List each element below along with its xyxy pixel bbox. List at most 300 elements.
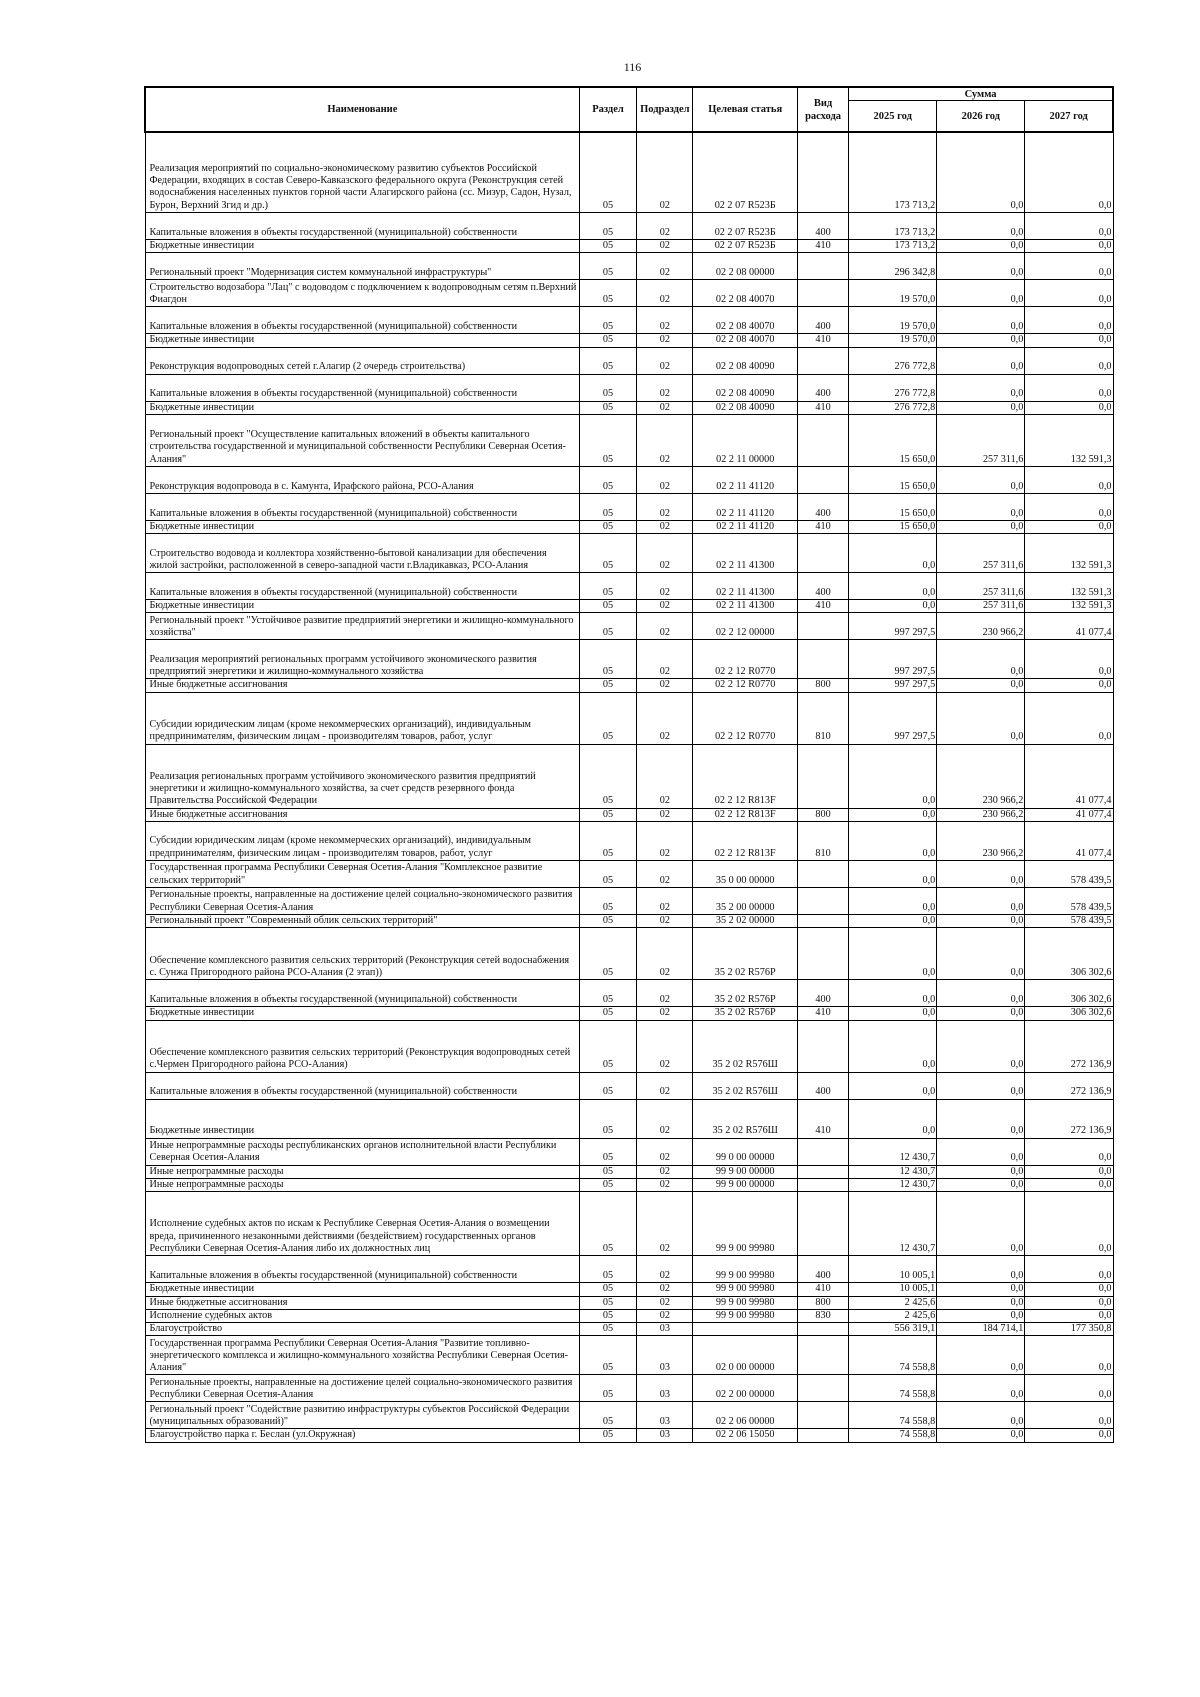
- table-row: [145, 808, 1113, 821]
- cell-2027: 0,0: [1025, 240, 1113, 253]
- cell-2027: 272 136,9: [1025, 1099, 1113, 1138]
- cell-subsection: 02: [637, 493, 693, 520]
- cell-target: 02 2 11 00000: [693, 414, 797, 466]
- cell-target: 02 2 06 15050: [693, 1429, 797, 1442]
- cell-name: Субсидии юридическим лицам (кроме некоммерческих организаций), индивидуальным предпринимателям, физическим лицам - производителям товаров, работ, услуг: [145, 692, 579, 744]
- cell-target: 02 2 06 00000: [693, 1402, 797, 1429]
- cell-2025: 15 650,0: [849, 493, 937, 520]
- cell-expense-type: [797, 1336, 848, 1375]
- cell-2027: 0,0: [1025, 334, 1113, 347]
- header-2026: 2026 год: [937, 101, 1025, 133]
- table-row: [145, 466, 1113, 493]
- cell-target: 02 2 08 40090: [693, 374, 797, 401]
- cell-2025: 15 650,0: [849, 414, 937, 466]
- header-sum: Сумма: [849, 87, 1113, 101]
- cell-target: 02 2 12 R813F: [693, 808, 797, 821]
- cell-expense-type: [797, 1020, 848, 1072]
- cell-name: Бюджетные инвестиции: [145, 1099, 579, 1138]
- cell-2025: 12 430,7: [849, 1178, 937, 1191]
- cell-name: Реконструкция водопроводных сетей г.Алагир (2 очередь строительства): [145, 347, 579, 374]
- cell-name: Иные бюджетные ассигнования: [145, 679, 579, 692]
- cell-target: 99 9 00 99980: [693, 1309, 797, 1322]
- cell-name: Реализация региональных программ устойчивого экономического развития предприятий энергетики и жилищно-коммунального хозяйства, за счет средств резервного фонда Правительства Российской Федерации: [145, 744, 579, 808]
- table-row: [145, 1192, 1113, 1256]
- cell-2026: 0,0: [937, 861, 1025, 888]
- header-2027: 2027 год: [1025, 101, 1113, 133]
- budget-table: [144, 86, 1114, 1443]
- page-number: 116: [623, 60, 642, 74]
- table-body: [145, 132, 1113, 1442]
- table-row: [145, 213, 1113, 240]
- cell-expense-type: 410: [797, 520, 848, 533]
- cell-expense-type: 810: [797, 822, 848, 861]
- cell-2027: 0,0: [1025, 1429, 1113, 1442]
- cell-2027: 0,0: [1025, 520, 1113, 533]
- table-row: [145, 600, 1113, 613]
- cell-expense-type: 400: [797, 213, 848, 240]
- cell-2025: 74 558,8: [849, 1402, 937, 1429]
- cell-expense-type: 800: [797, 808, 848, 821]
- cell-2027: 272 136,9: [1025, 1072, 1113, 1099]
- table-row: [145, 334, 1113, 347]
- cell-target: 02 2 12 R813F: [693, 744, 797, 808]
- cell-2026: 0,0: [937, 1020, 1025, 1072]
- cell-2027: 0,0: [1025, 280, 1113, 307]
- cell-target: 35 2 02 R576P: [693, 1007, 797, 1020]
- table-row: [145, 1072, 1113, 1099]
- table-row: [145, 534, 1113, 573]
- cell-section: 05: [579, 1429, 636, 1442]
- table-row: [145, 861, 1113, 888]
- cell-section: 05: [579, 132, 636, 213]
- cell-subsection: 02: [637, 692, 693, 744]
- table-row: [145, 1007, 1113, 1020]
- cell-2025: 2 425,6: [849, 1309, 937, 1322]
- cell-2025: 276 772,8: [849, 401, 937, 414]
- cell-subsection: 02: [637, 980, 693, 1007]
- cell-2027: 0,0: [1025, 692, 1113, 744]
- cell-target: 02 2 08 40070: [693, 334, 797, 347]
- cell-expense-type: 800: [797, 1296, 848, 1309]
- cell-subsection: 02: [637, 861, 693, 888]
- cell-2027: 578 439,5: [1025, 888, 1113, 915]
- cell-name: Исполнение судебных актов: [145, 1309, 579, 1322]
- table-row: [145, 1336, 1113, 1375]
- cell-2027: 0,0: [1025, 307, 1113, 334]
- cell-expense-type: [797, 1429, 848, 1442]
- cell-section: 05: [579, 1402, 636, 1429]
- cell-section: 05: [579, 347, 636, 374]
- cell-section: 05: [579, 600, 636, 613]
- cell-subsection: 02: [637, 132, 693, 213]
- cell-name: Реализация мероприятий региональных программ устойчивого экономического развития предприятий энергетики и жилищно-коммунального хозяйства: [145, 640, 579, 679]
- cell-section: 05: [579, 401, 636, 414]
- cell-2026: 0,0: [937, 692, 1025, 744]
- cell-2027: 0,0: [1025, 1309, 1113, 1322]
- cell-target: 02 2 08 40070: [693, 307, 797, 334]
- cell-subsection: 02: [637, 744, 693, 808]
- cell-subsection: 02: [637, 1165, 693, 1178]
- cell-target: 02 2 11 41120: [693, 520, 797, 533]
- cell-name: Обеспечение комплексного развития сельских территорий (Реконструкция водопроводных сетей с.Чермен Пригородного района РСО-Алания): [145, 1020, 579, 1072]
- cell-expense-type: 400: [797, 307, 848, 334]
- cell-2025: 0,0: [849, 928, 937, 980]
- cell-expense-type: 410: [797, 401, 848, 414]
- cell-section: 05: [579, 679, 636, 692]
- cell-2026: 0,0: [937, 679, 1025, 692]
- cell-2026: 0,0: [937, 928, 1025, 980]
- cell-target: 02 2 08 40070: [693, 280, 797, 307]
- cell-section: 05: [579, 253, 636, 280]
- cell-name: Реконструкция водопровода в с. Камунта, Ирафского района, РСО-Алания: [145, 466, 579, 493]
- header-subsection: Подраздел: [637, 87, 693, 132]
- cell-expense-type: 400: [797, 1256, 848, 1283]
- cell-name: Капитальные вложения в объекты государственной (муниципальной) собственности: [145, 374, 579, 401]
- cell-2026: 0,0: [937, 1165, 1025, 1178]
- cell-2025: 15 650,0: [849, 520, 937, 533]
- cell-section: 05: [579, 520, 636, 533]
- cell-2026: 230 966,2: [937, 744, 1025, 808]
- cell-expense-type: [797, 1138, 848, 1165]
- table-row: [145, 1309, 1113, 1322]
- cell-expense-type: [797, 466, 848, 493]
- cell-2025: 74 558,8: [849, 1336, 937, 1375]
- cell-section: 05: [579, 1192, 636, 1256]
- cell-2026: 0,0: [937, 1336, 1025, 1375]
- cell-target: 99 9 00 00000: [693, 1165, 797, 1178]
- cell-name: Региональный проект "Современный облик сельских территорий": [145, 915, 579, 928]
- table-row: [145, 744, 1113, 808]
- cell-name: Капитальные вложения в объекты государственной (муниципальной) собственности: [145, 1256, 579, 1283]
- cell-2025: 0,0: [849, 1099, 937, 1138]
- cell-name: Капитальные вложения в объекты государственной (муниципальной) собственности: [145, 307, 579, 334]
- cell-section: 05: [579, 240, 636, 253]
- cell-target: 35 2 02 00000: [693, 915, 797, 928]
- cell-name: Бюджетные инвестиции: [145, 401, 579, 414]
- cell-2026: 0,0: [937, 1099, 1025, 1138]
- cell-target: 02 2 11 41120: [693, 493, 797, 520]
- table-row: [145, 1429, 1113, 1442]
- cell-subsection: 02: [637, 347, 693, 374]
- cell-2026: 0,0: [937, 888, 1025, 915]
- cell-2025: 10 005,1: [849, 1256, 937, 1283]
- table-row: [145, 1256, 1113, 1283]
- table-row: [145, 132, 1113, 213]
- cell-2025: 0,0: [849, 1020, 937, 1072]
- cell-section: 05: [579, 1165, 636, 1178]
- cell-subsection: 02: [637, 280, 693, 307]
- table-row: [145, 692, 1113, 744]
- cell-expense-type: 410: [797, 1099, 848, 1138]
- cell-2025: 19 570,0: [849, 307, 937, 334]
- cell-expense-type: 410: [797, 334, 848, 347]
- cell-section: 05: [579, 613, 636, 640]
- table-row: [145, 1283, 1113, 1296]
- table-row: [145, 240, 1113, 253]
- cell-expense-type: 410: [797, 1007, 848, 1020]
- table-row: [145, 915, 1113, 928]
- cell-section: 05: [579, 1336, 636, 1375]
- table-row: [145, 307, 1113, 334]
- cell-name: Бюджетные инвестиции: [145, 240, 579, 253]
- cell-2026: 0,0: [937, 374, 1025, 401]
- header-name: Наименование: [145, 87, 579, 132]
- cell-expense-type: 400: [797, 374, 848, 401]
- cell-expense-type: [797, 613, 848, 640]
- cell-2026: 257 311,6: [937, 573, 1025, 600]
- cell-name: Капитальные вложения в объекты государственной (муниципальной) собственности: [145, 1072, 579, 1099]
- table-row: [145, 679, 1113, 692]
- cell-expense-type: 410: [797, 600, 848, 613]
- cell-2025: 0,0: [849, 888, 937, 915]
- cell-target: 02 2 12 R0770: [693, 679, 797, 692]
- table-row: [145, 347, 1113, 374]
- cell-section: 05: [579, 1323, 636, 1336]
- cell-2025: 997 297,5: [849, 613, 937, 640]
- cell-2027: 0,0: [1025, 1375, 1113, 1402]
- table-row: [145, 1165, 1113, 1178]
- cell-2026: 0,0: [937, 1178, 1025, 1191]
- cell-section: 05: [579, 1007, 636, 1020]
- cell-section: 05: [579, 928, 636, 980]
- cell-target: 35 2 02 R576P: [693, 928, 797, 980]
- cell-2025: 173 713,2: [849, 213, 937, 240]
- cell-target: 02 2 07 R523Б: [693, 213, 797, 240]
- cell-name: Иные бюджетные ассигнования: [145, 808, 579, 821]
- cell-2027: 0,0: [1025, 1256, 1113, 1283]
- table-row: [145, 1375, 1113, 1402]
- cell-name: Благоустройство парка г. Беслан (ул.Окружная): [145, 1429, 579, 1442]
- cell-2027: 0,0: [1025, 466, 1113, 493]
- cell-2027: 132 591,3: [1025, 573, 1113, 600]
- cell-target: 35 2 02 R576Ш: [693, 1020, 797, 1072]
- cell-expense-type: [797, 1165, 848, 1178]
- cell-2027: 0,0: [1025, 640, 1113, 679]
- cell-2025: 12 430,7: [849, 1192, 937, 1256]
- cell-2027: 0,0: [1025, 679, 1113, 692]
- cell-2025: 10 005,1: [849, 1283, 937, 1296]
- cell-subsection: 02: [637, 1072, 693, 1099]
- cell-2027: 0,0: [1025, 1402, 1113, 1429]
- cell-target: 99 9 00 00000: [693, 1178, 797, 1191]
- table-row: [145, 401, 1113, 414]
- cell-name: Региональный проект "Модернизация систем коммунальной инфраструктуры": [145, 253, 579, 280]
- table-row: [145, 280, 1113, 307]
- cell-name: Региональный проект "Осуществление капитальных вложений в объекты капитального строительства государственной и муниципальной собственности Республики Северная Осетия-Алания": [145, 414, 579, 466]
- cell-2025: 0,0: [849, 744, 937, 808]
- cell-expense-type: [797, 861, 848, 888]
- cell-2026: 230 966,2: [937, 613, 1025, 640]
- cell-subsection: 02: [637, 613, 693, 640]
- cell-2025: 0,0: [849, 808, 937, 821]
- cell-2025: 0,0: [849, 534, 937, 573]
- cell-expense-type: 410: [797, 240, 848, 253]
- cell-target: 99 9 00 99980: [693, 1296, 797, 1309]
- cell-target: 02 2 12 R813F: [693, 822, 797, 861]
- table-row: [145, 520, 1113, 533]
- cell-2026: 0,0: [937, 493, 1025, 520]
- cell-section: 05: [579, 414, 636, 466]
- cell-subsection: 02: [637, 307, 693, 334]
- cell-expense-type: [797, 744, 848, 808]
- cell-2025: 997 297,5: [849, 679, 937, 692]
- cell-target: 02 2 11 41300: [693, 600, 797, 613]
- header-section: Раздел: [579, 87, 636, 132]
- cell-target: 02 2 12 00000: [693, 613, 797, 640]
- cell-subsection: 02: [637, 1192, 693, 1256]
- cell-2025: 556 319,1: [849, 1323, 937, 1336]
- cell-2027: 578 439,5: [1025, 915, 1113, 928]
- cell-2027: 132 591,3: [1025, 414, 1113, 466]
- table-header: [145, 87, 1113, 132]
- cell-subsection: 03: [637, 1375, 693, 1402]
- cell-2026: 0,0: [937, 1429, 1025, 1442]
- table-row: [145, 980, 1113, 1007]
- cell-2026: 0,0: [937, 466, 1025, 493]
- cell-2025: 0,0: [849, 822, 937, 861]
- cell-2026: 0,0: [937, 401, 1025, 414]
- cell-name: Бюджетные инвестиции: [145, 600, 579, 613]
- cell-expense-type: 800: [797, 679, 848, 692]
- cell-name: Капитальные вложения в объекты государственной (муниципальной) собственности: [145, 213, 579, 240]
- cell-target: 02 2 11 41300: [693, 573, 797, 600]
- cell-2027: 132 591,3: [1025, 600, 1113, 613]
- cell-expense-type: [797, 888, 848, 915]
- cell-2025: 276 772,8: [849, 347, 937, 374]
- cell-section: 05: [579, 1072, 636, 1099]
- cell-expense-type: 830: [797, 1309, 848, 1322]
- cell-subsection: 02: [637, 253, 693, 280]
- cell-2025: 0,0: [849, 861, 937, 888]
- cell-name: Государственная программа Республики Северная Осетия-Алания "Развитие топливно-энергетического комплекса и жилищно-коммунального хозяйства Республики Северная Осетия-Алания": [145, 1336, 579, 1375]
- cell-section: 05: [579, 334, 636, 347]
- cell-section: 05: [579, 1296, 636, 1309]
- cell-target: 02 2 11 41120: [693, 466, 797, 493]
- cell-2026: 230 966,2: [937, 822, 1025, 861]
- cell-2025: 0,0: [849, 600, 937, 613]
- cell-name: Региональный проект "Содействие развитию инфраструктуры субъектов Российской Федерации (муниципальных образований)": [145, 1402, 579, 1429]
- cell-target: 02 0 00 00000: [693, 1336, 797, 1375]
- cell-2026: 0,0: [937, 1283, 1025, 1296]
- cell-section: 05: [579, 1178, 636, 1191]
- cell-section: 05: [579, 573, 636, 600]
- cell-subsection: 03: [637, 1336, 693, 1375]
- cell-2027: 177 350,8: [1025, 1323, 1113, 1336]
- cell-expense-type: [797, 640, 848, 679]
- cell-expense-type: [797, 253, 848, 280]
- cell-target: 35 2 00 00000: [693, 888, 797, 915]
- cell-expense-type: [797, 1178, 848, 1191]
- cell-2027: 0,0: [1025, 1178, 1113, 1191]
- cell-2025: 0,0: [849, 573, 937, 600]
- header-target: Целевая статья: [693, 87, 797, 132]
- cell-target: 02 2 08 00000: [693, 253, 797, 280]
- cell-2027: 0,0: [1025, 253, 1113, 280]
- cell-2025: 173 713,2: [849, 240, 937, 253]
- cell-2026: 0,0: [937, 307, 1025, 334]
- cell-expense-type: 400: [797, 573, 848, 600]
- cell-2027: 0,0: [1025, 1296, 1113, 1309]
- cell-subsection: 02: [637, 414, 693, 466]
- cell-name: Иные бюджетные ассигнования: [145, 1296, 579, 1309]
- cell-2026: 0,0: [937, 1192, 1025, 1256]
- cell-name: Бюджетные инвестиции: [145, 334, 579, 347]
- cell-subsection: 02: [637, 1020, 693, 1072]
- cell-expense-type: [797, 915, 848, 928]
- cell-name: Бюджетные инвестиции: [145, 1007, 579, 1020]
- cell-section: 05: [579, 744, 636, 808]
- table-row: [145, 493, 1113, 520]
- cell-subsection: 02: [637, 520, 693, 533]
- cell-subsection: 02: [637, 915, 693, 928]
- table-row: [145, 928, 1113, 980]
- cell-2026: 0,0: [937, 1402, 1025, 1429]
- cell-2027: 41 077,4: [1025, 822, 1113, 861]
- cell-2026: 0,0: [937, 240, 1025, 253]
- cell-subsection: 02: [637, 240, 693, 253]
- cell-2027: 41 077,4: [1025, 613, 1113, 640]
- cell-2025: 0,0: [849, 980, 937, 1007]
- cell-section: 05: [579, 1375, 636, 1402]
- cell-name: Бюджетные инвестиции: [145, 520, 579, 533]
- table-row: [145, 1178, 1113, 1191]
- cell-name: Субсидии юридическим лицам (кроме некоммерческих организаций), индивидуальным предпринимателям, физическим лицам - производителям товаров, работ, услуг: [145, 822, 579, 861]
- cell-2026: 0,0: [937, 1309, 1025, 1322]
- cell-subsection: 02: [637, 334, 693, 347]
- cell-expense-type: [797, 534, 848, 573]
- cell-2027: 0,0: [1025, 401, 1113, 414]
- cell-2027: 0,0: [1025, 1165, 1113, 1178]
- header-2025: 2025 год: [849, 101, 937, 133]
- table-row: [145, 1323, 1113, 1336]
- cell-2027: 41 077,4: [1025, 744, 1113, 808]
- cell-name: Бюджетные инвестиции: [145, 1283, 579, 1296]
- table-row: [145, 1138, 1113, 1165]
- cell-2025: 296 342,8: [849, 253, 937, 280]
- cell-name: Иные непрограммные расходы республиканских органов исполнительной власти Республики Северная Осетия-Алания: [145, 1138, 579, 1165]
- cell-section: 05: [579, 213, 636, 240]
- cell-subsection: 02: [637, 466, 693, 493]
- cell-name: Реализация мероприятий по социально-экономическому развитию субъектов Российской Федерации, входящих в состав Северо-Кавказского федерального округа (Реконструкция сетей водоснабжения населенных пунктов горной части Алагирского района (сс. Мизур, Садон, Нузал, Бурон, Верхний Згид и др.): [145, 132, 579, 213]
- table-row: [145, 613, 1113, 640]
- cell-subsection: 02: [637, 213, 693, 240]
- cell-name: Благоустройство: [145, 1323, 579, 1336]
- cell-2026: 0,0: [937, 347, 1025, 374]
- table-row: [145, 414, 1113, 466]
- cell-subsection: 02: [637, 1138, 693, 1165]
- cell-subsection: 02: [637, 374, 693, 401]
- cell-target: 99 0 00 00000: [693, 1138, 797, 1165]
- cell-subsection: 02: [637, 1309, 693, 1322]
- cell-target: 02 2 12 R0770: [693, 640, 797, 679]
- table-row: [145, 1099, 1113, 1138]
- cell-expense-type: [797, 1375, 848, 1402]
- table-row: [145, 1402, 1113, 1429]
- cell-target: 35 2 02 R576Ш: [693, 1072, 797, 1099]
- cell-2027: 41 077,4: [1025, 808, 1113, 821]
- cell-2027: 132 591,3: [1025, 534, 1113, 573]
- cell-expense-type: 400: [797, 493, 848, 520]
- cell-expense-type: [797, 1323, 848, 1336]
- cell-section: 05: [579, 466, 636, 493]
- cell-2026: 0,0: [937, 915, 1025, 928]
- cell-name: Региональные проекты, направленные на достижение целей социально-экономического развития Республики Северная Осетия-Алания: [145, 888, 579, 915]
- cell-2026: 0,0: [937, 1007, 1025, 1020]
- cell-2026: 0,0: [937, 1296, 1025, 1309]
- cell-name: Исполнение судебных актов по искам к Республике Северная Осетия-Алания о возмещении вреда, причиненного незаконными действиями (бездействием) государственных органов Республики Северная Осетия-Алания либо их должностных лиц: [145, 1192, 579, 1256]
- cell-2026: 0,0: [937, 213, 1025, 240]
- cell-2025: 2 425,6: [849, 1296, 937, 1309]
